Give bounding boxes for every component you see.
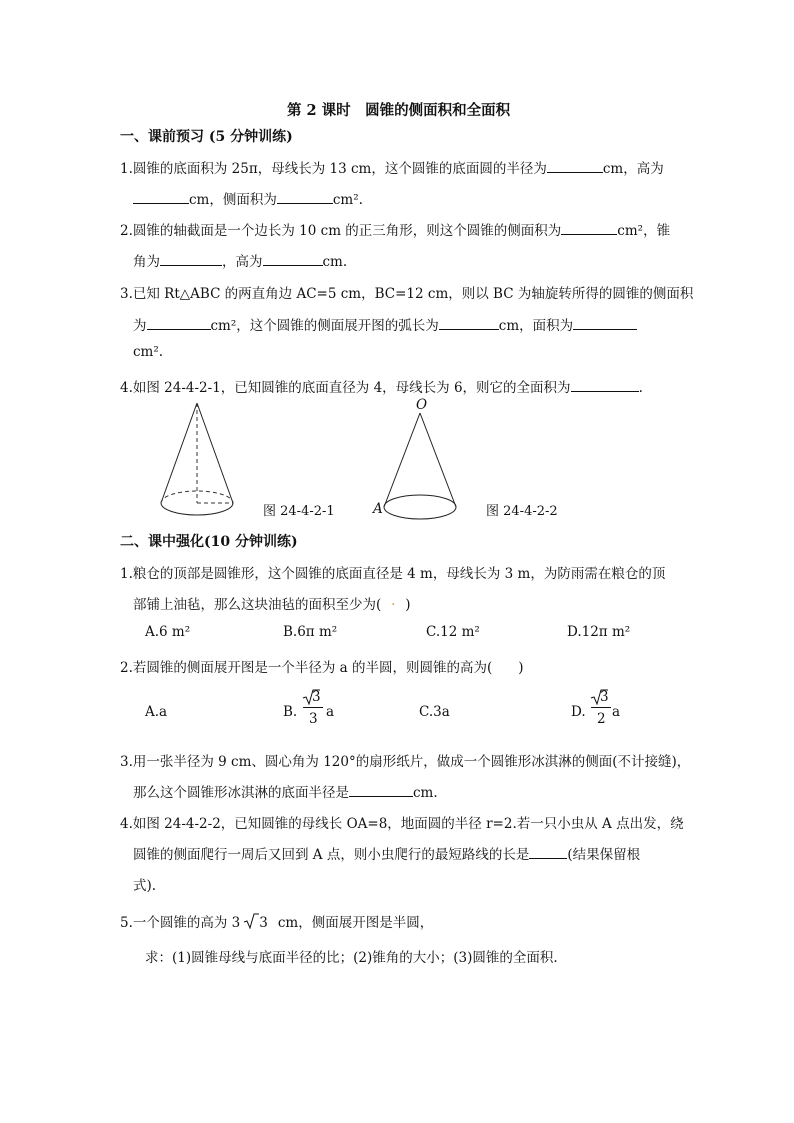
option-b-suffix: a [326, 704, 335, 720]
question-2-4-line3: 式). [133, 878, 157, 894]
question-1-2-line2: 角为 ，高为 cm. [133, 254, 348, 270]
fraction-numerator: 3 [600, 689, 609, 705]
answer-blank [349, 783, 413, 797]
answer-blank [439, 316, 499, 330]
question-1-3-line1: 3.已知 Rt△ABC 的两直角边 AC=5 cm，BC=12 cm，则以 BC 为轴旋转所得的圆锥的侧面积 [120, 286, 694, 302]
fraction-numerator: 3 [312, 689, 321, 705]
section-heading-1: 一、课前预习 (5 分钟训练) [120, 129, 293, 145]
question-2-5-line2: 求：(1)圆锥母线与底面半径的比；(2)锥角的大小；(3)圆锥的全面积. [145, 950, 558, 966]
page-title: 第 2 课时 圆锥的侧面积和全面积 [287, 102, 511, 119]
option-c: C.3a [419, 704, 450, 720]
answer-blank [263, 252, 323, 266]
question-2-3-line2: 那么这个圆锥形冰淇淋的底面半径是 cm. [133, 785, 438, 801]
point-label-a: A [373, 501, 383, 517]
option-b-prefix: B. [283, 704, 298, 720]
option-a: A.a [145, 704, 168, 720]
option-c: C.12 m² [426, 624, 480, 640]
option-d-prefix: D. [571, 704, 586, 720]
question-1-2-line1: 2.圆锥的轴截面是一个边长为 10 cm 的正三角形，则这个圆锥的侧面积为 cm²，锥 [120, 223, 671, 239]
fraction-bar [303, 707, 323, 708]
sqrt-sign [243, 913, 259, 929]
answer-blank [547, 159, 603, 173]
question-2-3-line1: 3.用一张半径为 9 cm、圆心角为 120°的扇形纸片，做成一个圆锥形冰淇淋的侧面(不计接缝)， [120, 754, 691, 770]
dot-mark: · [391, 597, 396, 613]
fraction-denominator: 2 [597, 711, 606, 727]
question-2-4-line1: 4.如图 24-4-2-2，已知圆锥的母线长 OA=8，地面圆的半径 r=2.若一只小虫从 A 点出发，绕 [120, 816, 684, 832]
answer-blank [561, 221, 617, 235]
option-a: A.6 m² [145, 624, 191, 640]
question-2-5-line1: 5.一个圆锥的高为 3 3 cm，侧面展开图是半圆， [120, 915, 434, 931]
question-2-1-line2: 部铺上油毡，那么这块油毡的面积至少为( · ) [133, 597, 411, 613]
option-b: B.6π m² [283, 624, 338, 640]
question-1-1-line2: cm，侧面积为 cm². [133, 188, 363, 208]
answer-blank [133, 190, 189, 204]
section-heading-2: 二、课中强化(10 分钟训练) [120, 534, 298, 550]
question-1-1-line1: 1.圆锥的底面积为 25π，母线长为 13 cm，这个圆锥的底面圆的半径为 cm，高为 [120, 161, 664, 177]
answer-blank [160, 252, 222, 266]
answer-blank [147, 316, 211, 330]
question-2-1-line1: 1.粮仓的顶部是圆锥形，这个圆锥的底面直径是 4 m，母线长为 3 m，为防雨需在粮仓的顶 [120, 566, 666, 582]
answer-blank [571, 378, 639, 392]
question-1-3-line2: 为 cm²，这个圆锥的侧面展开图的弧长为 cm，面积为 [133, 314, 637, 334]
question-2-4-line2: 圆锥的侧面爬行一周后又回到 A 点，则小虫爬行的最短路线的长是 (结果保留根 [133, 847, 641, 863]
option-d-suffix: a [612, 704, 621, 720]
fraction-bar [591, 707, 611, 708]
answer-blank [573, 316, 637, 330]
answer-blank [277, 190, 333, 204]
question-1-4: 4.如图 24-4-2-1，已知圆锥的底面直径为 4，母线长为 6，则它的全面积为 . [120, 380, 643, 396]
answer-blank [529, 845, 567, 859]
question-1-3-line3: cm². [133, 344, 164, 360]
point-label-o: O [416, 397, 428, 413]
option-d: D.12π m² [567, 624, 631, 640]
fraction-denominator: 3 [309, 711, 318, 727]
cone-figure-2 [370, 395, 470, 527]
question-2-2: 2.若圆锥的侧面展开图是一个半径为 a 的半圆，则圆锥的高为( ) [120, 660, 524, 676]
figure-caption-2: 图 24-4-2-2 [486, 504, 558, 519]
cone-figure-1 [150, 398, 246, 526]
figure-caption-1: 图 24-4-2-1 [263, 504, 335, 519]
